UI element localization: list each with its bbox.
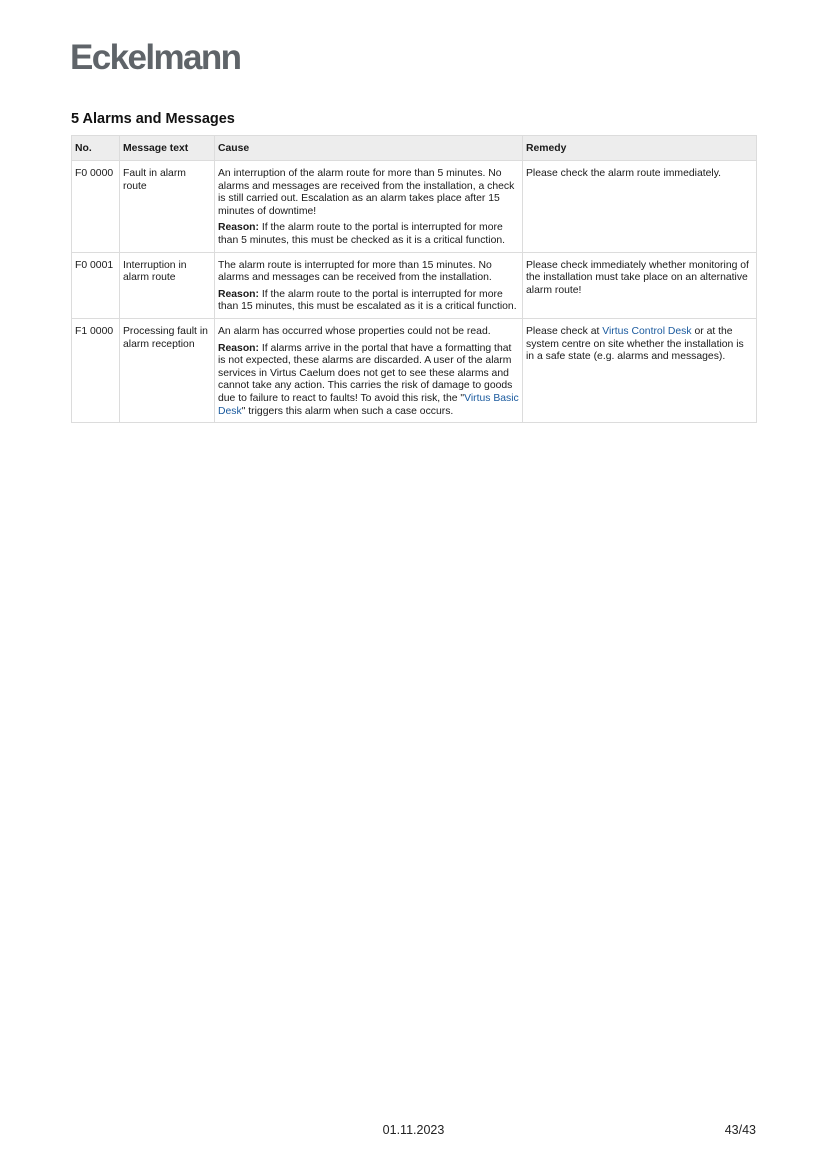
company-logo: Eckelmann	[70, 38, 241, 77]
message-text: Fault in alarm route	[120, 161, 215, 253]
reason-text: If alarms arrive in the portal that have a formatting that is not expected, these alarms are discarded. A user of the alarm services in Virtus Caelum does not get to see these alarms and cannot take any action. This carries the risk of damage to goods due to failure to react to faults! To avoid this risk, the "	[218, 342, 513, 404]
remedy-text-end: or at the system centre on site whether the installation is in a safe state (e.g. alarms and messages).	[526, 325, 744, 363]
cause-reason	[218, 289, 519, 314]
reason-text: If the alarm route to the portal is interrupted for more than 5 minutes, this must be checked as it is a critical function.	[218, 222, 506, 246]
reason-label: Reason:	[218, 222, 259, 234]
remedy-cell: Please check immediately whether monitoring of the installation must take place on an alternative alarm route!	[523, 252, 757, 318]
table-row	[72, 318, 757, 422]
table-row	[72, 252, 757, 318]
column-header-cause: Cause	[215, 136, 523, 161]
remedy-cell	[523, 318, 757, 422]
cause-cell	[215, 161, 523, 253]
reason-label: Reason:	[218, 288, 259, 300]
cause-description: An interruption of the alarm route for more than 5 minutes. No alarms and messages are received from the installation, a check is still carried out. Escalation as an alarm takes place after 15 minutes of downtime!	[218, 168, 515, 217]
table-header-row	[72, 136, 757, 161]
alarm-number: F0 0001	[72, 252, 120, 318]
message-text: Processing fault in alarm reception	[120, 318, 215, 422]
page-number: 43/43	[724, 1123, 756, 1137]
cause-cell	[215, 318, 523, 422]
virtus-basic-desk-link[interactable]: Virtus Basic Desk	[218, 392, 519, 417]
virtus-control-desk-link[interactable]: Virtus Control Desk	[602, 325, 692, 337]
reason-text: If the alarm route to the portal is interrupted for more than 15 minutes, this must be escalated as it is a critical function.	[218, 288, 517, 313]
footer-date: 01.11.2023	[382, 1123, 445, 1137]
cause-cell	[215, 252, 523, 318]
cause-reason	[218, 222, 519, 247]
alarm-number: F1 0000	[72, 318, 120, 422]
column-header-no: No.	[72, 136, 120, 161]
alarms-table	[71, 135, 757, 423]
cause-description: An alarm has occurred whose properties could not be read.	[218, 325, 491, 337]
cause-description: The alarm route is interrupted for more than 15 minutes. No alarms and messages can be received from the installation.	[218, 259, 492, 284]
table-row	[72, 161, 757, 253]
reason-label: Reason:	[218, 342, 259, 354]
reason-text-end: " triggers this alarm when such a case occurs.	[241, 405, 454, 417]
column-header-message-text: Message text	[120, 136, 215, 161]
alarm-number: F0 0000	[72, 161, 120, 253]
section-title: 5 Alarms and Messages	[71, 111, 235, 127]
remedy-text: Please check at	[526, 325, 603, 337]
message-text: Interruption in alarm route	[120, 252, 215, 318]
remedy-cell: Please check the alarm route immediately.	[523, 161, 757, 253]
cause-reason	[218, 343, 519, 419]
column-header-remedy: Remedy	[523, 136, 757, 161]
